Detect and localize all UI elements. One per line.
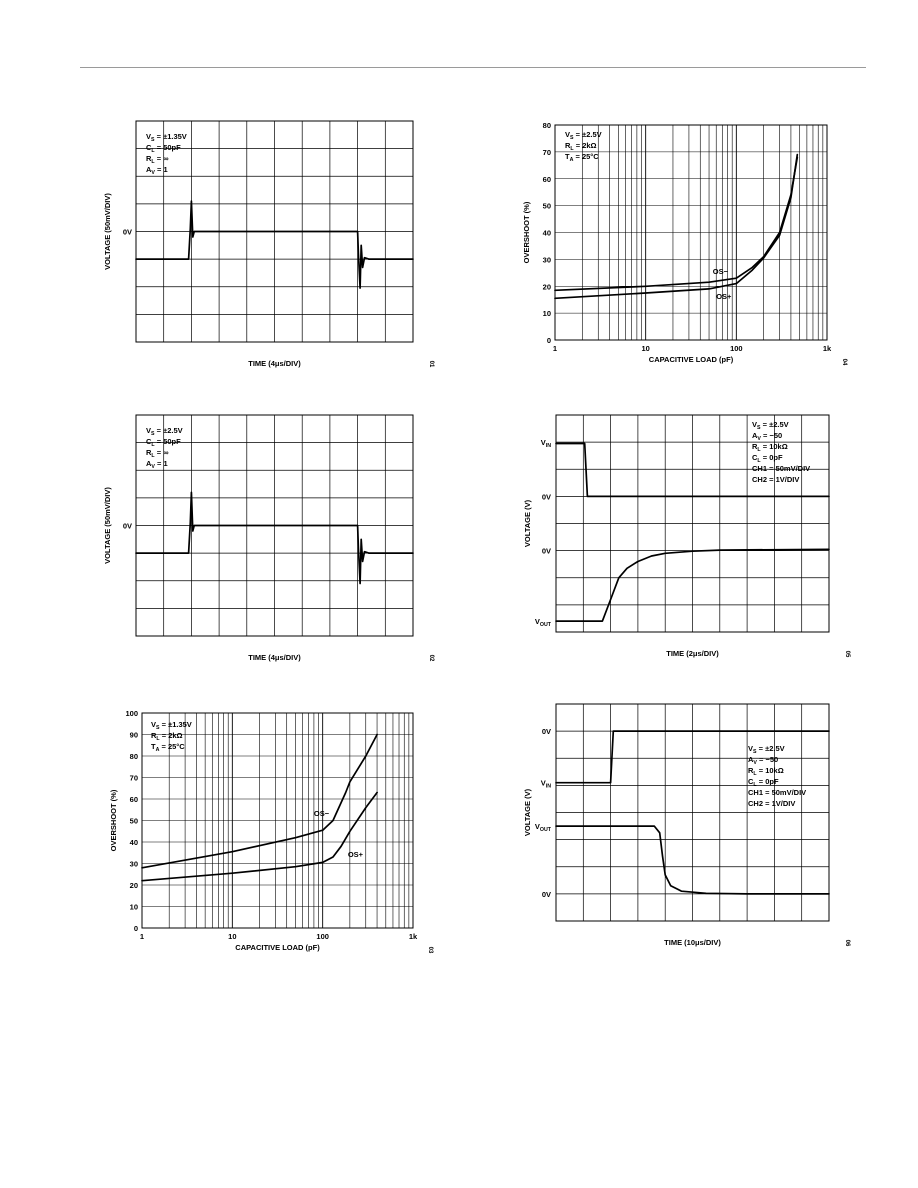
condition-label: $V_S = \pm 2.5V$ [565,130,602,141]
condition-label: $C_L = 50pF$ [146,437,181,448]
condition-label: $A_V = -50$ [752,431,783,442]
condition-label: $R_L = 10k\Omega$ [752,442,788,453]
series-annotation: OS+ [347,850,364,860]
x-axis-label: CAPACITIVE LOAD (pF) [235,943,320,952]
y-mark-label: 0V [541,889,551,899]
y-tick-label: 70 [129,773,138,783]
y-mark-label: 0V [541,727,551,737]
condition-label: $R_L = 2k\Omega$ [565,141,597,152]
grid [556,704,829,921]
x-tick-label: 1 [139,932,145,941]
condition-label: CH2 = 1V/DIV [748,799,796,808]
y-mark-label: 0V [541,546,551,556]
condition-label: $C_L = 0pF$ [748,777,779,788]
y-tick-label: 50 [542,201,551,211]
series-annotation: OS− [712,267,729,277]
condition-label: $R_L$ = ∞ [146,448,169,459]
y-tick-label: 60 [542,174,551,184]
figure-id: 06 [844,939,850,947]
x-axis-label: TIME (4μs/DIV) [248,359,301,368]
chart-c5 [109,709,433,954]
series-annotation: OS− [313,809,330,819]
y-tick-label: 60 [129,795,138,804]
condition-label: $A_V = 1$ [146,459,168,470]
condition-label: CH2 = 1V/DIV [752,475,800,484]
y-tick-label: 10 [542,309,551,319]
y-axis-label: OVERSHOOT (%) [522,201,531,264]
figure-id: 05 [844,650,850,658]
y-tick-label: 10 [129,902,138,912]
y-axis-label: VOLTAGE (V) [523,499,532,548]
x-tick-label: 100 [316,932,329,941]
y-axis-label: VOLTAGE (50mV/DIV) [103,487,112,564]
condition-label: CH1 = 50mV/DIV [752,464,811,473]
condition-label: $C_L = 50pF$ [146,143,181,154]
y-mark-label: 0V [541,492,551,502]
y-mark-label: $V_{OUT}$ [534,617,551,629]
y-mark-label: $V_{IN}$ [540,778,551,790]
x-axis-label: TIME (10μs/DIV) [664,938,721,947]
condition-label: $R_L = 10k\Omega$ [748,766,784,777]
y-tick-label: 70 [542,147,551,157]
series-line-osminus [555,157,797,290]
y-axis-label: VOLTAGE (V) [523,788,532,837]
y-tick-label: 80 [542,121,551,130]
y-marker-0v: 0V [122,227,132,237]
y-tick-label: 20 [129,881,138,890]
condition-label: $R_L$ = ∞ [146,154,169,165]
chart-c4 [523,415,850,658]
x-axis-label: CAPACITIVE LOAD (pF) [648,355,734,364]
y-tick-label: 0 [133,924,138,933]
x-tick-label: 1k [408,932,418,941]
y-tick-label: 20 [542,282,551,292]
chart-c1 [103,121,434,368]
condition-label: $A_V = -50$ [748,755,779,766]
condition-label: $A_V = 1$ [146,165,168,176]
x-axis-label: TIME (4μs/DIV) [248,653,301,662]
figure-id: 01 [428,360,434,368]
x-tick-label: 1k [822,344,832,353]
condition-label: $V_S = \pm 2.5V$ [752,420,789,431]
y-tick-label: 0 [546,336,551,345]
figure-id: 03 [427,946,433,954]
condition-label: $R_L = 2k\Omega$ [151,731,183,742]
y-tick-label: 90 [129,730,138,740]
x-axis-label: TIME (2μs/DIV) [666,649,719,658]
figure-id: 02 [428,654,434,662]
x-tick-label: 1 [552,344,558,353]
y-mark-label: $V_{OUT}$ [534,822,551,834]
y-axis-label: OVERSHOOT (%) [109,789,118,852]
condition-label: CH1 = 50mV/DIV [748,788,807,797]
y-mark-label: $V_{IN}$ [540,438,551,450]
y-tick-label: 50 [129,816,138,826]
series-line-osplus [555,155,797,302]
x-tick-label: 10 [228,932,237,941]
x-tick-label: 100 [730,344,743,353]
chart-c3 [103,415,434,662]
y-tick-label: 30 [542,255,551,265]
condition-label: $T_A = 25^\circ C$ [565,152,599,163]
condition-label: $V_S = \pm 2.5V$ [146,426,183,437]
grid [556,415,829,632]
condition-label: $V_S = \pm 1.35V$ [151,720,192,731]
condition-label: $T_A = 25^\circ C$ [151,742,185,753]
x-tick-label: 10 [641,344,650,353]
condition-label: $V_S = \pm 1.35V$ [146,132,187,143]
y-axis-label: VOLTAGE (50mV/DIV) [103,193,112,270]
figure-id: 04 [841,358,847,366]
y-tick-label: 40 [129,838,138,847]
y-tick-label: 80 [129,752,138,761]
y-marker-0v: 0V [122,521,132,531]
condition-label: $C_L = 0pF$ [752,453,783,464]
y-tick-label: 30 [129,859,138,869]
y-tick-label: 100 [125,709,138,718]
series-annotation: OS+ [716,292,732,302]
chart-c2 [522,121,847,366]
condition-label: $V_S = \pm 2.5V$ [748,744,785,755]
y-tick-label: 40 [542,228,551,238]
chart-c6 [523,704,850,947]
